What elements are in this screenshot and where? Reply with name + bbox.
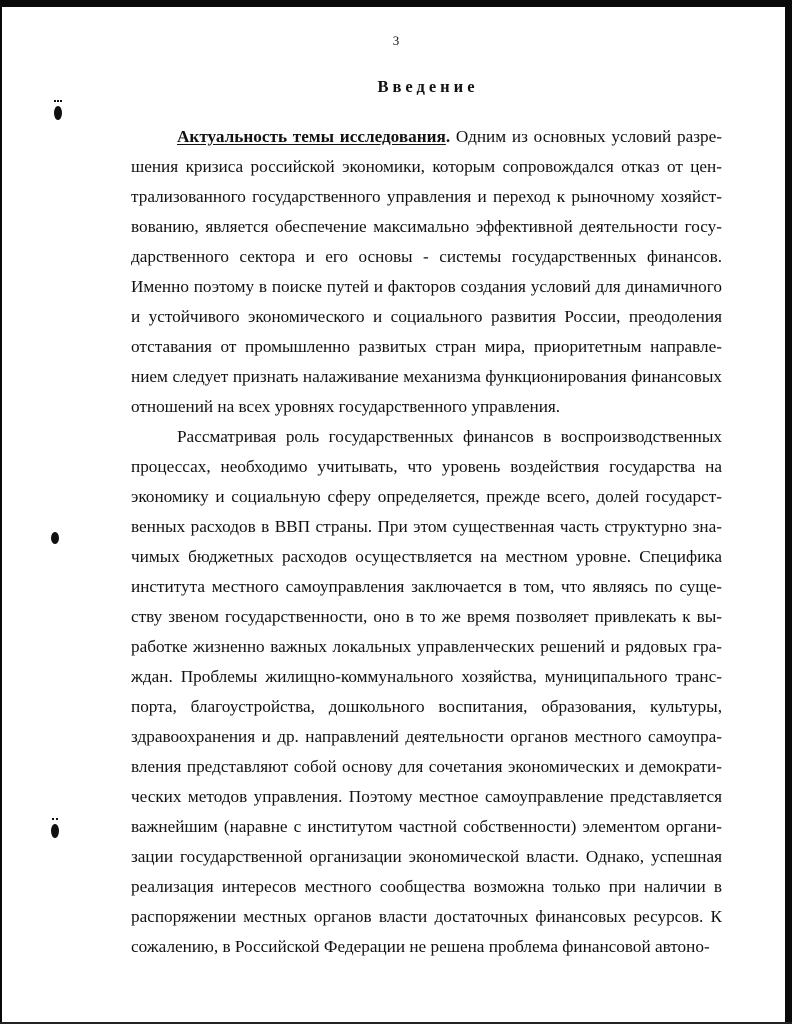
- binding-hole-mark: [51, 824, 59, 838]
- paragraph-text: Одним из основных условий разрешения кризиса российской экономики, которым сопровождался отказ от централизованного государственного управления и переход к рыночному хозяйствованию, является обеспечение максимально эффективной деятельности государственного сектора и его основы - системы государственных финансов. Именно поэтому в поиске путей и факторов создания условий для динамичного и устойчивого экономического и социального развития России, преодоления отставания от промышленно развитых стран мира, приоритетным направлением следует признать налаживание механизма функционирования финансовых отношений на всех уровнях государственного управления.: [131, 127, 722, 416]
- page-number: 3: [392, 33, 400, 48]
- scan-edge-right: [785, 0, 792, 1024]
- paragraph-public-finance: [131, 422, 722, 962]
- paragraph-text: Рассматривая роль государственных финансов в воспроизводственных процессах, необходимо учитывать, что уровень воздействия государства на экономику и социальную сферу определяется, прежде всего, долей государственных расходов в ВВП страны. При этом существенная часть структурно значимых бюджетных расходов осуществляется на местном уровне. Специфика института местного самоуправления заключается в том, что являясь по существу звеном государственности, оно в то же время позволяет привлекать к выработке жизненно важных локальных управленческих решений и рядовых граждан. Проблемы жилищно-коммунального хозяйства, муниципального транспорта, благоустройства, дошкольного воспитания, образования, культуры, здравоохранения и др. направлений деятельности органов местного самоуправления представляют собой основу для сочетания экономических и демократических методов управления. Поэтому местное самоуправление представляется важнейшим (наравне с институтом частной собственности) элементом организации государственной организации экономической власти. Однако, успешная реализация интересов местного сообщества возможна только при наличии в распоряжении местных органов власти достаточных финансовых ресурсов. К сожалению, в Российской Федерации не решена проблема финансовой автоно-: [131, 427, 722, 956]
- binding-hole-mark: [54, 106, 62, 120]
- binding-hole-mark: [51, 532, 59, 544]
- scan-edge-left: [0, 0, 2, 1024]
- scan-edge-top: [0, 0, 792, 7]
- paragraph-relevance: [131, 122, 722, 422]
- section-heading: Введение: [377, 77, 479, 96]
- relevance-title-period: .: [445, 127, 451, 146]
- body-text: [131, 122, 722, 962]
- relevance-title: Актуальность темы исследования: [177, 127, 446, 146]
